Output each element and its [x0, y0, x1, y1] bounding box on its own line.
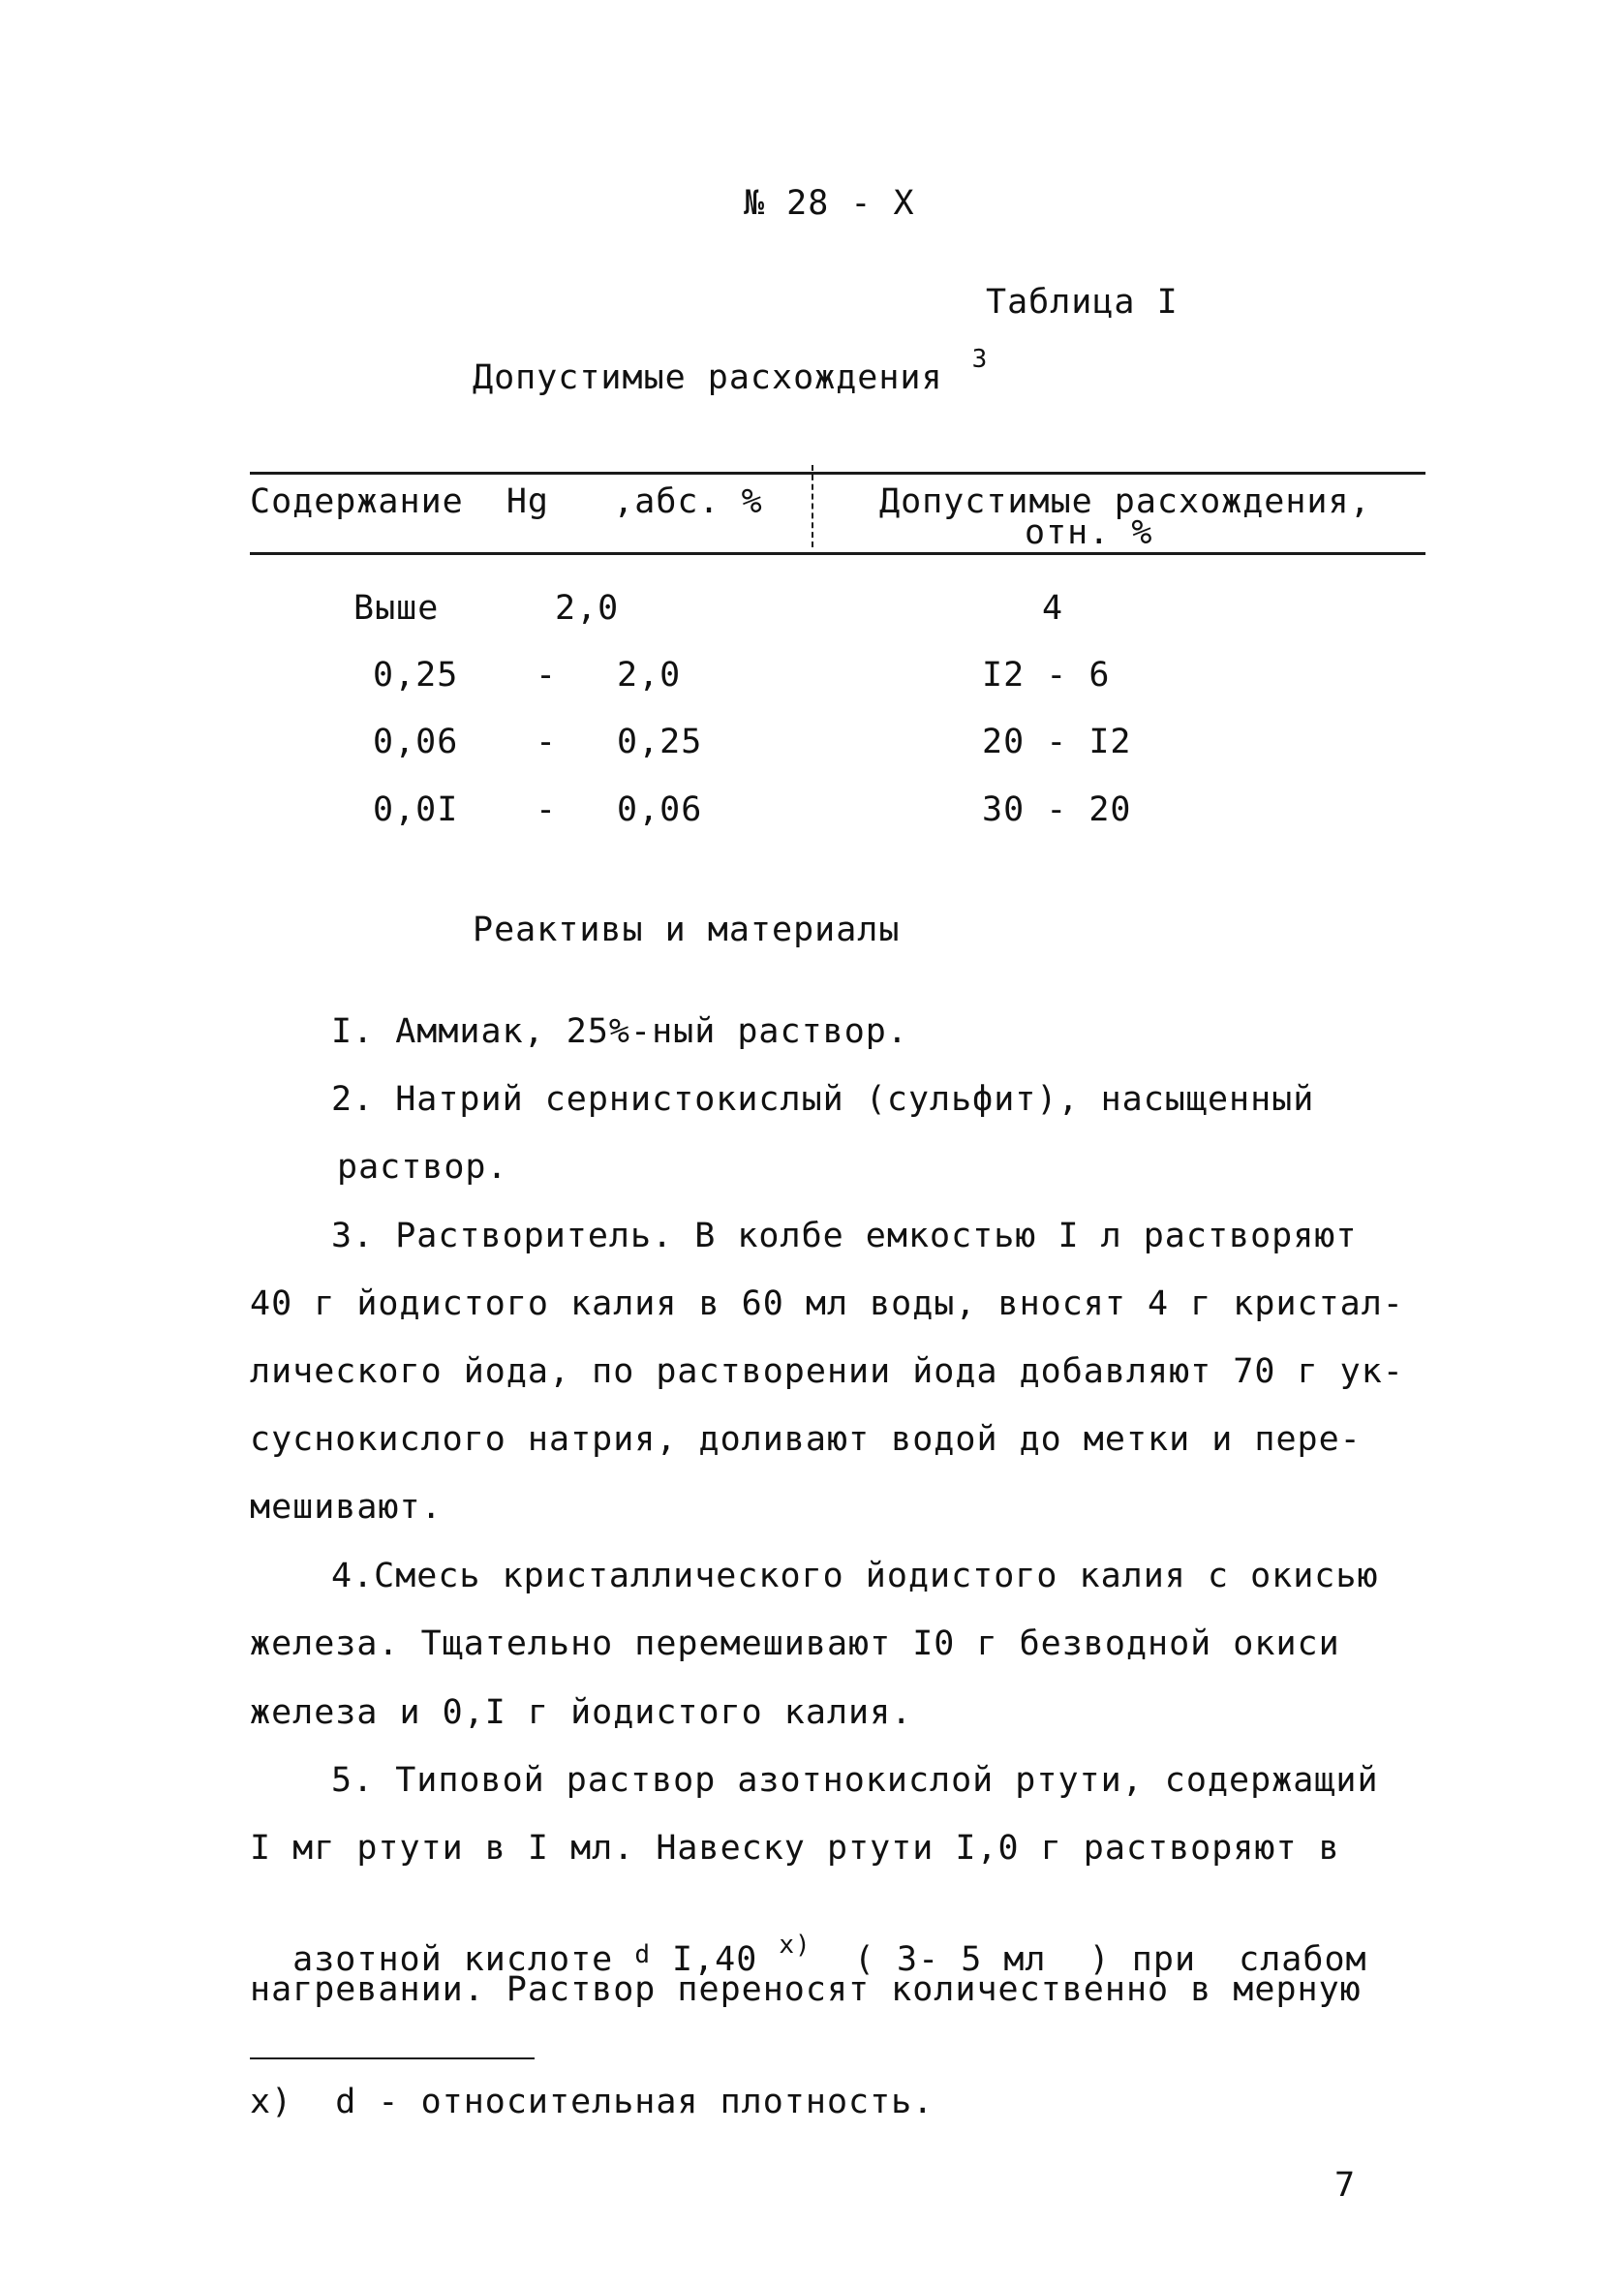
table-column-divider — [812, 465, 813, 547]
row-to: 0,25 — [617, 723, 703, 761]
row-tolerance: 4 — [1042, 589, 1064, 628]
column-header-tolerance-line1: Допустимые расхождения, — [879, 482, 1371, 521]
row-tolerance: I2 - 6 — [982, 656, 1111, 695]
table-header-rule — [250, 552, 1425, 555]
body-line-part: ( 3- 5 мл ) при слабом — [811, 1940, 1367, 1979]
row-from: 0,25 — [373, 656, 459, 695]
column-header-content: Содержание Hg ,абс. % — [250, 482, 763, 521]
footnote-reference: x) — [779, 1931, 812, 1960]
page-number: 7 — [1334, 2166, 1357, 2205]
footnote-text: x) d - относительная плотность. — [250, 2083, 935, 2121]
body-line: суснокислого натрия, доливают водой до метки и пере- — [250, 1420, 1362, 1459]
body-line: 2. Натрий сернистокислый (сульфит), насыщенный — [331, 1080, 1315, 1119]
row-to: 0,06 — [617, 790, 703, 829]
body-line: нагревании. Раствор переносят количественно в мерную — [250, 1970, 1362, 2009]
row-dash: - — [536, 790, 558, 829]
body-line: I мг ртути в I мл. Навеску ртути I,0 г растворяют в — [250, 1829, 1340, 1868]
body-line: мешивают. — [250, 1488, 443, 1527]
body-line: 4.Смесь кристаллического йодистого калия с окисью — [331, 1557, 1379, 1595]
body-line: железа и 0,I г йодистого калия. — [250, 1693, 913, 1732]
density-symbol: d — [634, 1940, 651, 1969]
body-line-part: азотной кислоте — [292, 1940, 635, 1979]
row-to: 2,0 — [555, 589, 620, 628]
body-line: железа. Тщательно перемешивают I0 г безводной окиси — [250, 1624, 1340, 1663]
body-line: лического йода, по растворении йода добавляют 70 г ук- — [250, 1352, 1404, 1391]
table-top-rule — [250, 472, 1425, 475]
body-line: раствор. — [337, 1148, 508, 1187]
row-tolerance: 20 - I2 — [982, 723, 1132, 761]
table-title — [473, 345, 989, 397]
body-line: 5. Типовой раствор азотнокислой ртути, содержащий — [331, 1761, 1379, 1800]
row-to: 2,0 — [617, 656, 682, 695]
table-title-text: Допустимые расхождения — [473, 358, 943, 397]
column-header-tolerance-line2: отн. % — [1025, 513, 1153, 552]
section-title: Реактивы и материалы — [473, 911, 901, 949]
document-number: № 28 - X — [744, 184, 915, 223]
body-line-part: I,40 — [650, 1940, 780, 1979]
body-line: I. Аммиак, 25%-ный раствор. — [331, 1012, 908, 1051]
body-line: 3. Растворитель. В колбе емкостью I л растворяют — [331, 1217, 1358, 1255]
table-label: Таблица I — [986, 283, 1179, 322]
row-tolerance: 30 - 20 — [982, 790, 1132, 829]
body-line-with-footnote-ref — [250, 1902, 1367, 1979]
row-from: 0,0I — [373, 790, 459, 829]
body-line: 40 г йодистого калия в 60 мл воды, вносят 4 г кристал- — [250, 1284, 1404, 1323]
footnote-rule — [250, 2057, 535, 2059]
row-dash: - — [536, 656, 558, 695]
row-dash: - — [536, 723, 558, 761]
row-from: Выше — [353, 589, 440, 628]
table-title-superscript: 3 — [971, 345, 989, 374]
row-from: 0,06 — [373, 723, 459, 761]
